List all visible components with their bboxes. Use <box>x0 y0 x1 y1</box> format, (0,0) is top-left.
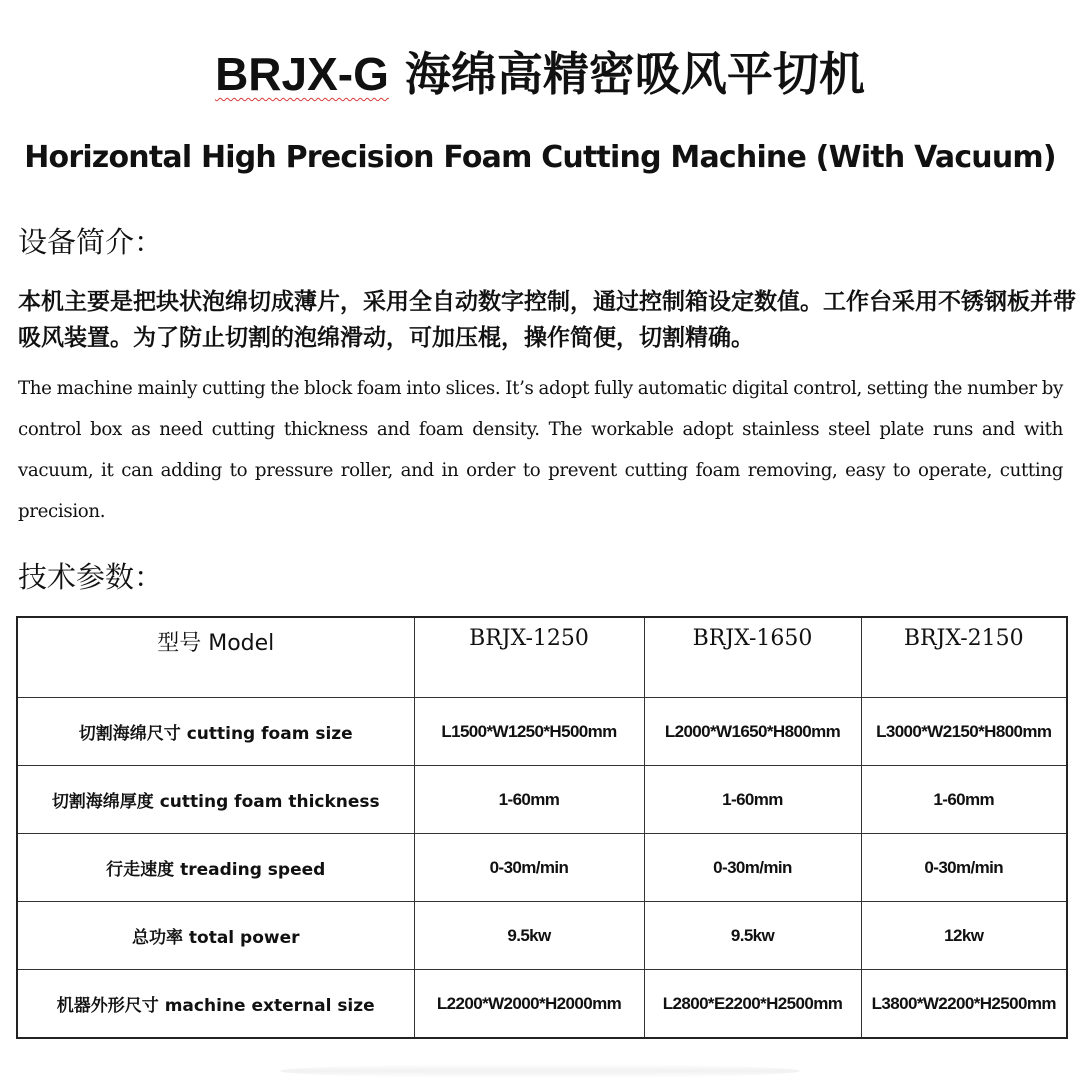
row-value: 9.5kw <box>414 902 644 970</box>
row-value: 0-30m/min <box>861 834 1067 902</box>
page-subtitle: Horizontal High Precision Foam Cutting Machine (With Vacuum) <box>24 140 1056 175</box>
row-label: 切割海绵厚度 cutting foam thickness <box>17 766 414 834</box>
intro-heading: 设备简介： <box>18 225 164 259</box>
table-row <box>17 766 1067 834</box>
row-label: 行走速度 treading speed <box>17 834 414 902</box>
header-cell-brjx-1650: BRJX-1650 <box>644 617 861 698</box>
row-value: L1500*W1250*H500mm <box>414 698 644 766</box>
title-cn-name: 海绵高精密吸风平切机 <box>404 47 865 101</box>
intro-text-en: The machine mainly cutting the block foam into slices. It’s adopt fully automatic digital control, setting the number by control box as need cutting thickness and foam density. The workable adopt stainless steel plate runs and with vacuum, it can adding to pressure roller, and in order to prevent cutting foam removing, easy to operate, cutting precision. <box>18 378 1063 522</box>
specs-table <box>16 616 1068 1039</box>
row-value: L2200*W2000*H2000mm <box>414 970 644 1039</box>
header-cell-brjx-2150: BRJX-2150 <box>861 617 1067 698</box>
row-value: 1-60mm <box>414 766 644 834</box>
page-title <box>0 42 1080 106</box>
intro-text-cn: 本机主要是把块状泡绵切成薄片，采用全自动数字控制，通过控制箱设定数值。工作台采用不锈钢板并带吸风装置。为了防止切割的泡绵滑动，可加压棍，操作简便，切割精确。 <box>18 289 1076 351</box>
row-value: 0-30m/min <box>414 834 644 902</box>
title-model-code: BRJX-G <box>215 48 389 100</box>
row-value: 1-60mm <box>644 766 861 834</box>
row-value: L2000*W1650*H800mm <box>644 698 861 766</box>
row-value: 0-30m/min <box>644 834 861 902</box>
header-cell-brjx-1250: BRJX-1250 <box>414 617 644 698</box>
table-row <box>17 834 1067 902</box>
row-label: 机器外形尺寸 machine external size <box>17 970 414 1039</box>
table-header-row <box>17 617 1067 698</box>
row-label: 总功率 total power <box>17 902 414 970</box>
table-row <box>17 698 1067 766</box>
header-cell-model: 型号 Model <box>17 617 414 698</box>
row-value: L3800*W2200*H2500mm <box>861 970 1067 1039</box>
table-row <box>17 902 1067 970</box>
row-value: 1-60mm <box>861 766 1067 834</box>
page-shadow <box>280 1064 800 1078</box>
specs-heading: 技术参数： <box>18 560 164 594</box>
table-row <box>17 970 1067 1039</box>
row-value: 9.5kw <box>644 902 861 970</box>
row-label: 切割海绵尺寸 cutting foam size <box>17 698 414 766</box>
row-value: 12kw <box>861 902 1067 970</box>
row-value: L2800*E2200*H2500mm <box>644 970 861 1039</box>
row-value: L3000*W2150*H800mm <box>861 698 1067 766</box>
